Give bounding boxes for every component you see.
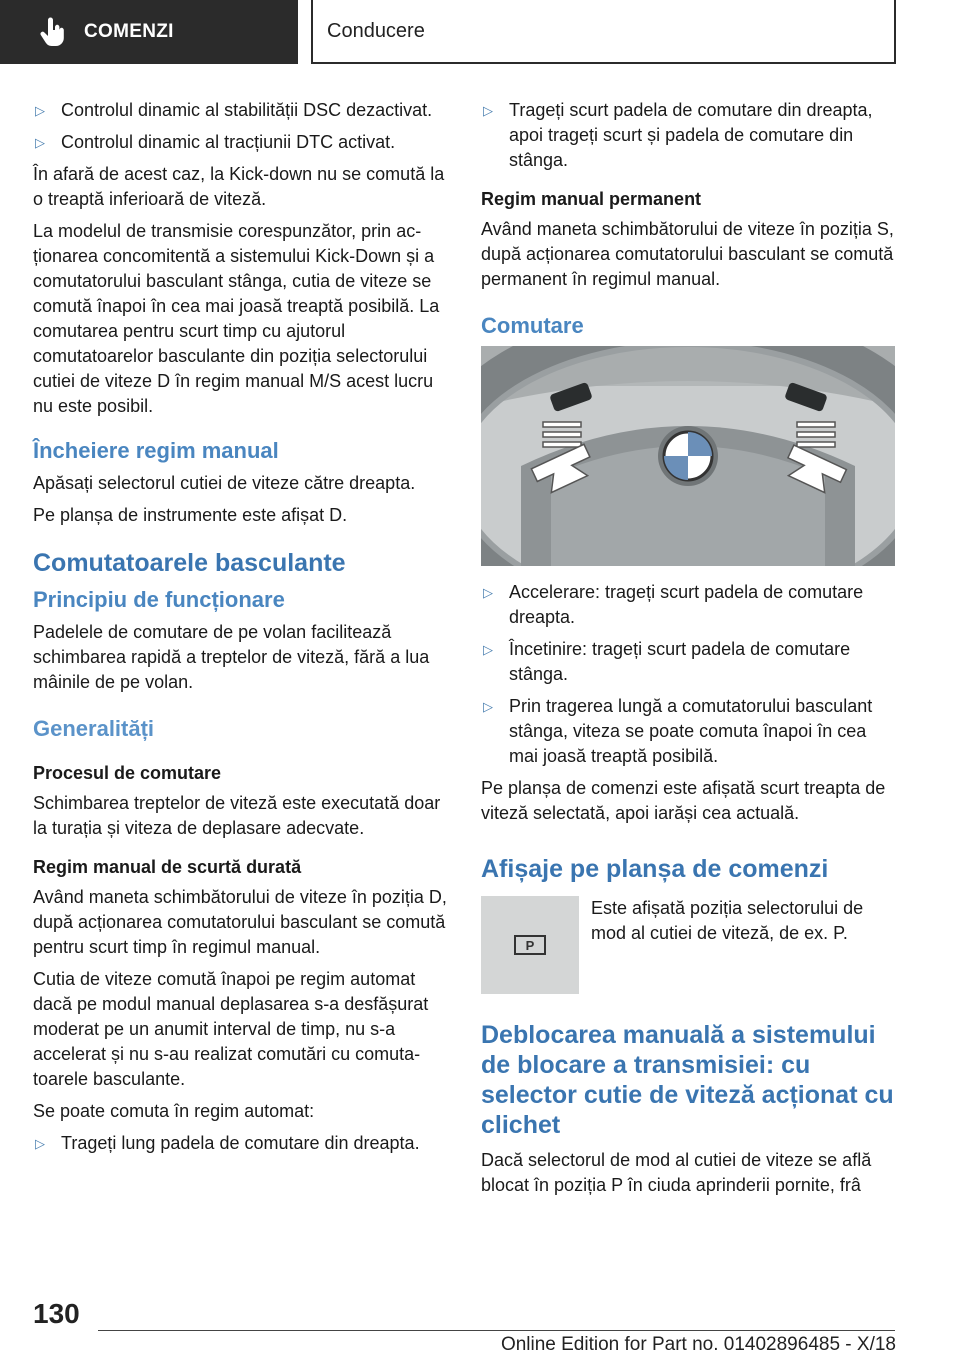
heading-shifting: Comutare bbox=[481, 313, 584, 338]
heading-manual-unlock: Deblocarea manuală a sistemului de blocare a transmisiei: cu selector cutie de viteză acționat cu clichet bbox=[481, 1021, 894, 1139]
heading-paddle-shifters: Comutatoarele basculante bbox=[33, 549, 346, 577]
display-info-row bbox=[481, 896, 895, 994]
list-item: ▷ Trageți lung padela de comutare din dreapta. bbox=[33, 1131, 447, 1156]
page-number: 130 bbox=[33, 1298, 80, 1329]
paragraph: Pe planșa de comenzi este afișată scurt treapta de viteză selectată, apoi iarăși cea actuală. bbox=[481, 778, 886, 823]
list-item: ▷ Accelerare: trageți scurt padela de comutare dreapta. bbox=[481, 580, 895, 630]
gear-position-symbol: P bbox=[514, 935, 546, 955]
section-tab bbox=[311, 0, 896, 64]
paragraph: Având maneta schimbătorului de viteze în poziția D, după acționarea comutatorului basculant se comută pentru scurt timp în regimul manual. bbox=[33, 887, 447, 957]
left-column bbox=[33, 98, 447, 1163]
paragraph: La modelul de transmisie corespunzător, prin acționarea concomitentă a sistemului Kick-Down și a comutatorului basculant stânga, cutia de viteze se comută înapoi în cea mai joasă treaptă posibilă. La comutarea pentru scurt timp cu ajutorul comutatoarelor basculante din poziția selectorului cutiei de viteze D în regim manual M/S acest lucru nu este posibil. bbox=[33, 221, 440, 416]
paragraph: Apăsați selectorul cutiei de viteze către dreapta. bbox=[33, 473, 416, 493]
steering-wheel-illustration bbox=[481, 346, 895, 566]
heading-control-display: Afișaje pe planșa de comenzi bbox=[481, 855, 829, 883]
paragraph: Dacă selectorul de mod al cutiei de viteze se află blocat în poziția P în ciuda aprinderii pornite, frâ bbox=[481, 1150, 872, 1195]
paragraph: În afară de acest caz, la Kick-down nu se comută la o treaptă inferioară de viteză. bbox=[33, 164, 445, 209]
page-header bbox=[0, 0, 960, 66]
display-description: Este afișată poziția selectorului de mod al cutiei de viteză, de ex. P. bbox=[591, 898, 864, 943]
list-item: ▷ Încetinire: trageți scurt padela de comutare stânga. bbox=[481, 637, 895, 687]
chapter-tab[interactable] bbox=[0, 0, 298, 64]
paragraph: Pe planșa de instrumente este afișat D. bbox=[33, 505, 348, 525]
triangle-bullet-icon: ▷ bbox=[483, 103, 493, 118]
subheading-short-manual: Regim manual de scurtă durată bbox=[33, 857, 302, 877]
footer-divider bbox=[98, 1330, 895, 1331]
hand-pointer-icon bbox=[40, 17, 66, 47]
list-item: ▷ Controlul dinamic al tracțiunii DTC activat. bbox=[33, 130, 447, 155]
paragraph: Având maneta schimbătorului de viteze în poziția S, după acționarea comutatorului basculant se comută permanent în regimul manual. bbox=[481, 219, 894, 289]
edition-info: Online Edition for Part no. 01402896485 - X/18 bbox=[500, 1334, 896, 1355]
subheading-shift-process: Procesul de comutare bbox=[33, 763, 222, 783]
chapter-tab-label: COMENZI bbox=[84, 21, 174, 42]
right-column bbox=[481, 98, 895, 1205]
list-item: ▷ Trageți scurt padela de comutare din dreapta, apoi trageți scurt și padela de comutare din stânga. bbox=[481, 98, 895, 173]
triangle-bullet-icon: ▷ bbox=[35, 135, 45, 150]
heading-principle: Principiu de funcționare bbox=[33, 587, 285, 612]
paragraph: Schimbarea treptelor de viteză este executată doar la turația și viteza de deplasare adecvate. bbox=[33, 793, 441, 838]
section-title: Conducere bbox=[327, 19, 425, 42]
triangle-bullet-icon: ▷ bbox=[35, 1136, 45, 1151]
paragraph: Padelele de comutare de pe volan facilitează schimbarea rapidă a treptelor de viteză, fără a lua mâinile de pe volan. bbox=[33, 622, 430, 692]
paragraph: Cutia de viteze comută înapoi pe regim automat dacă pe modul manual deplasarea s-a desfășurat moderat pe un anumit interval de timp, nu s-a accelerat și nu s-au realizat comutări cu comutatoarele basculante. bbox=[33, 969, 429, 1089]
triangle-bullet-icon: ▷ bbox=[483, 585, 493, 600]
list-item: ▷ Controlul dinamic al stabilității DSC dezactivat. bbox=[33, 98, 447, 123]
list-item: ▷ Prin tragerea lungă a comutatorului basculant stânga, viteza se poate comuta înapoi în cea mai joasă treaptă posibilă. bbox=[481, 694, 895, 769]
heading-general: Generalități bbox=[33, 716, 155, 741]
paragraph: Se poate comuta în regim automat: bbox=[33, 1101, 315, 1121]
triangle-bullet-icon: ▷ bbox=[483, 642, 493, 657]
heading-end-manual-mode: Încheiere regim manual bbox=[33, 438, 279, 463]
triangle-bullet-icon: ▷ bbox=[35, 103, 45, 118]
subheading-permanent-manual: Regim manual permanent bbox=[481, 189, 702, 209]
control-display-image bbox=[481, 896, 579, 994]
triangle-bullet-icon: ▷ bbox=[483, 699, 493, 714]
